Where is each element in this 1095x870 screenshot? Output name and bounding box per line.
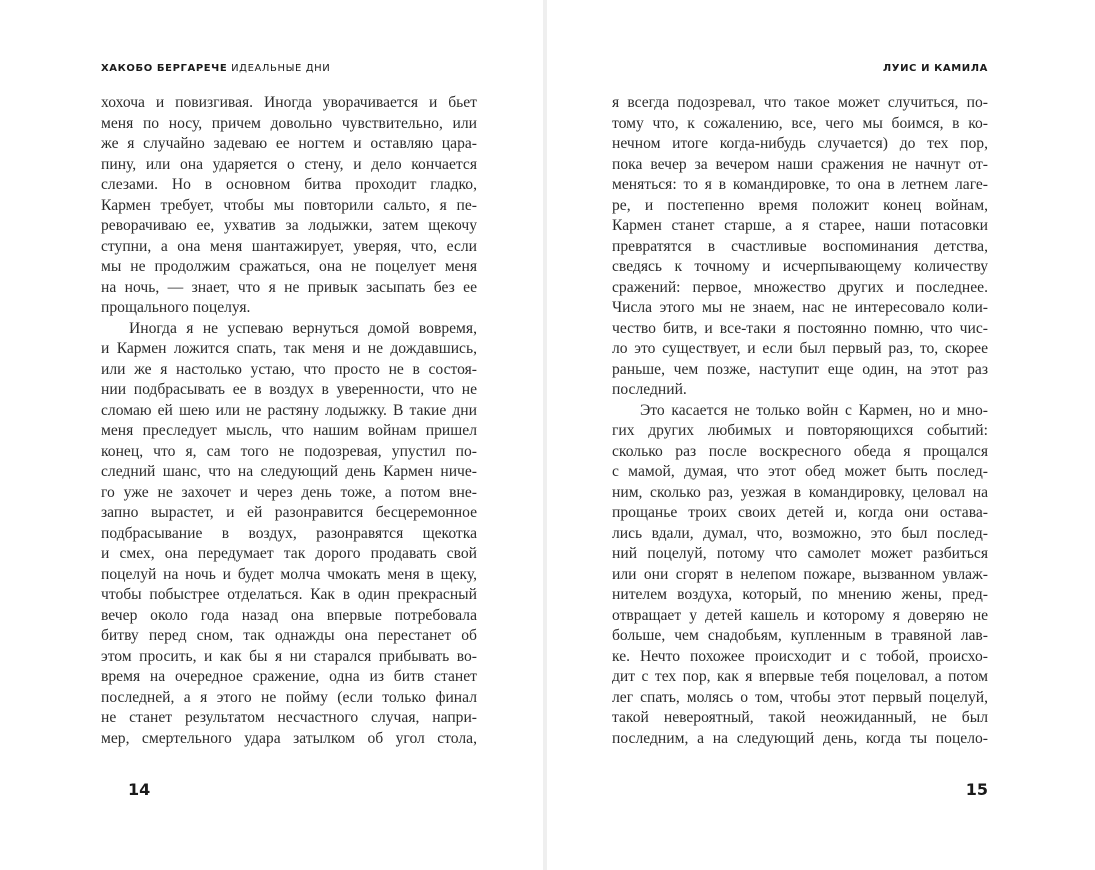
text-line: го уже не захочет и через день тоже, а потом вне- <box>101 483 477 501</box>
text-line: и Кармен ложится спать, так меня и не дождавшись, <box>101 340 477 357</box>
text-line: я всегда подозревал, что такое может случиться, по- <box>612 94 988 111</box>
text-line: хохоча и повизгивая. Иногда уворачивается и бьет <box>101 94 477 111</box>
text-line: слезами. Но в основном битва проходит гладко, <box>101 176 477 193</box>
text-line: ним, сколько раз, уезжая в командировку, целовал на <box>612 483 988 501</box>
text-line: и смех, она передумает так дорого продавать свой <box>101 545 477 562</box>
text-line: этом просить, и как бы я ни старался прибывать во- <box>101 647 477 665</box>
text-line: ло это существует, и если был первый раз, то, скорее <box>612 340 988 357</box>
text-line: гих других любимых и повторяющихся событий: <box>612 422 988 439</box>
text-line: нии подбрасывать ее в воздух в уверенности, что не <box>101 381 477 398</box>
text-line: пока вечер за вечером наши сражения не начнут от- <box>612 155 988 173</box>
text-line: мер, смертельного удара затылком об угол стола, <box>101 729 477 747</box>
text-line: прощанье троих своих детей и, когда они остава- <box>612 504 988 521</box>
text-line: Кармен станет старше, а я старее, наши потасовки <box>612 217 988 234</box>
text-line: отвращает у детей кашель и которому я доверяю не <box>612 606 988 624</box>
text-line: пину, или она ударяется о стену, и дело кончается <box>101 155 477 173</box>
text-line: чтобы побыстрее отделаться. Как в один прекрасный <box>101 586 477 603</box>
text-line: подбрасывание в воздух, разонравятся щекотка <box>101 524 477 542</box>
header-book-title: ИДЕАЛЬНЫЕ ДНИ <box>231 63 331 74</box>
text-line: меня преследует мысль, что нашим войнам пришел <box>101 422 477 439</box>
text-line: нителем воздуха, который, по мнению жены, пред- <box>612 586 988 603</box>
text-line: мы не продолжим сражаться, она не поцелует меня <box>101 258 477 275</box>
text-line: реворачиваю ее, ухватив за лодыжки, затем щекочу <box>101 217 477 234</box>
text-line: вечер около года назад она впервые потребовала <box>101 606 477 624</box>
text-line: Иногда я не успеваю вернуться домой вовремя, <box>129 319 477 337</box>
header-chapter-title: ЛУИС И КАМИЛА <box>882 63 988 74</box>
text-line: ре, и постепенно время положит конец войнам, <box>612 196 988 214</box>
text-line: запно вырастет, и ей разонравится бесцеремонное <box>101 504 477 521</box>
text-line: превратятся в счастливые воспоминания детства, <box>612 237 988 255</box>
text-line: тому что, к сожалению, все, чего мы боимся, в ко- <box>612 114 988 132</box>
text-line: прощального поцелуя. <box>101 299 251 316</box>
right-page <box>547 0 1095 870</box>
text-line: Это касается не только войн с Кармен, но и мно- <box>640 401 988 419</box>
text-line: конец, что я, сам того не подозревая, упустил по- <box>101 442 477 460</box>
text-line: последним, а на следующий день, когда ты поцело- <box>612 729 988 747</box>
page-text <box>612 93 988 749</box>
text-line: раньше, чем позже, наступит еще один, на этот раз <box>612 360 988 378</box>
page-number: 14 <box>128 780 151 799</box>
text-line: или они сгорят в нелепом пожаре, вызванном увлаж- <box>612 565 988 583</box>
text-line: с мамой, думая, что этот обед может быть послед- <box>612 463 988 480</box>
text-line: меня по носу, причем довольно чувствительно, или <box>101 114 477 132</box>
text-line: последней, а я этого не пойму (если только финал <box>101 688 477 706</box>
text-line: больше, чем снадобьям, купленным в травяной лав- <box>612 627 988 644</box>
text-line: Числа этого мы не знаем, нас не интересовало коли- <box>612 299 988 316</box>
text-line: меняться: то я в командировке, то она в летнем лаге- <box>612 176 988 193</box>
text-line: ний поцелуй, потому что самолет может разбиться <box>612 545 988 562</box>
text-line: время на очередное сражение, одна из битв станет <box>101 668 477 685</box>
text-line: битву перед сном, так однажды она перестанет об <box>101 627 477 644</box>
text-line: лись вдали, думал, что, возможно, это был послед- <box>612 524 988 542</box>
text-line: последний. <box>612 381 687 398</box>
text-line: ступни, а она меня шантажирует, уверяя, что, если <box>101 237 477 255</box>
text-line: не станет результатом несчастного случая, напри- <box>101 709 477 726</box>
text-line: сражений: первое, множество других и последнее. <box>612 278 988 296</box>
header-author: ХАКОБО БЕРГАРЕЧЕ <box>101 63 228 74</box>
text-line: сломаю ей шею или не растяну лодыжку. В такие дни <box>101 401 477 419</box>
text-line: сведясь к точному и исчерпывающему количеству <box>612 258 988 275</box>
page-number: 15 <box>965 780 988 799</box>
text-line: нечном итоге когда-нибудь случается) до тех пор, <box>612 135 988 152</box>
text-line: такой невероятный, такой неожиданный, не был <box>612 709 988 726</box>
text-line: следний шанс, что на следующий день Кармен ниче- <box>101 463 477 480</box>
left-page <box>0 0 544 870</box>
text-line: дит с тех пор, как я впервые тебя поцеловал, а потом <box>612 668 988 685</box>
running-header-right <box>883 63 988 74</box>
text-line: или же я настолько устаю, что просто не в состоя- <box>101 360 477 378</box>
text-line: поцелуй на ночь и будет молча чмокать меня в щеку, <box>101 565 477 583</box>
text-line: на ночь, — знает, что я не привык засыпать без ее <box>101 278 477 296</box>
text-line: ке. Нечто похожее происходит и с тобой, происхо- <box>612 647 988 665</box>
text-line: чество битв, и все-таки я постоянно помню, что чис- <box>612 319 988 337</box>
text-line: же я случайно задеваю ее ногтем и оставляю цара- <box>101 135 477 152</box>
text-line: Кармен требует, чтобы мы повторили сальто, я пе- <box>101 196 477 214</box>
running-header-left <box>101 63 330 74</box>
text-line: лег спать, молясь о том, чтобы этот первый поцелуй, <box>612 688 988 706</box>
page-text <box>101 93 477 749</box>
text-line: сколько раз после воскресного обеда я прощался <box>612 442 988 460</box>
